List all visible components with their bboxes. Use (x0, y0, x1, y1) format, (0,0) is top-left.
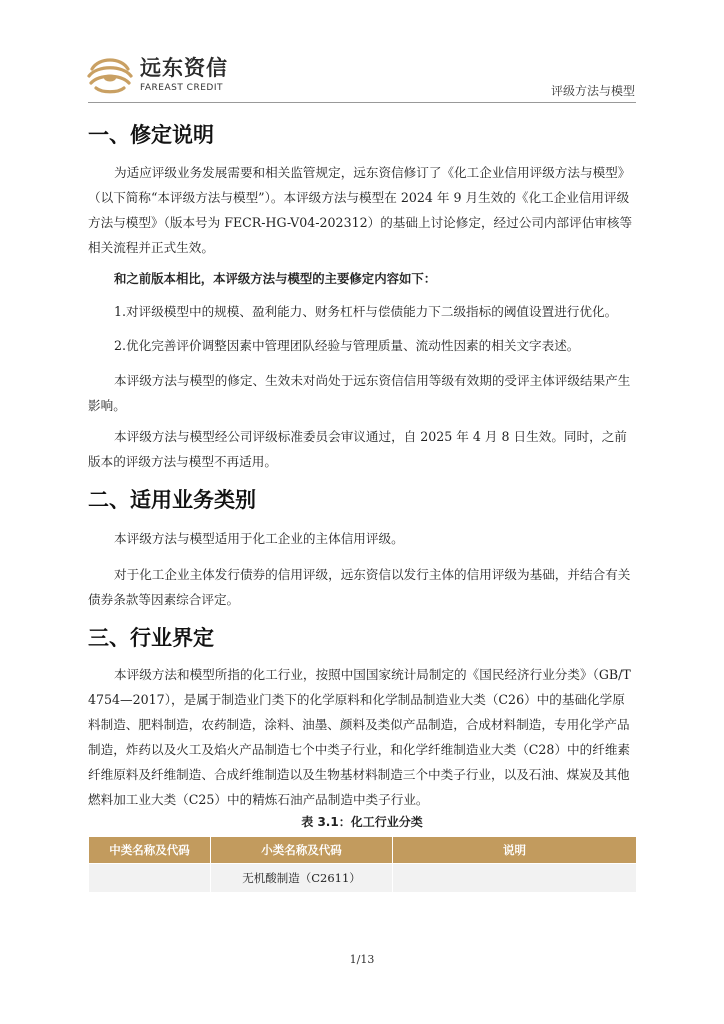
paragraph: 为适应评级业务发展需要和相关监管规定，远东资信修订了《化工企业信用评级方法与模型》（以下简称“本评级方法与模型”）。本评级方法与模型在 2024 年 9 月生效的《化工企业信用评级方法与模型》（版本号为 FECR-HG-V04-202312）的基础上讨论修定，经过公司内部评估审核等相关流程并正式生效。 (88, 165, 633, 255)
column-header: 小类名称及代码 (211, 837, 393, 864)
paragraph: 本评级方法与模型的修定、生效未对尚处于远东资信信用等级有效期的受评主体评级结果产生影响。 (88, 373, 631, 413)
document-title: 评级方法与模型 (550, 84, 635, 98)
section-heading-scope: 二、适用业务类别 (88, 488, 256, 512)
paragraph: 本评级方法与模型适用于化工企业的主体信用评级。 (114, 531, 404, 546)
table-header-row (89, 837, 637, 864)
paragraph: 对于化工企业主体发行债券的信用评级，远东资信以发行主体的信用评级为基础，并结合有关债券条款等因素综合评定。 (88, 567, 631, 607)
paragraph: 本评级方法和模型所指的化工行业，按照中国国家统计局制定的《国民经济行业分类》（GB/T 4754—2017），是属于制造业门类下的化学原料和化学制品制造业大类（C26）中的基础化学原料制造、肥料制造，农药制造，涂料、油墨、颜料及类似产品制造，合成材料制造，专用化学产品制造，炸药以及火工及焰火产品制造七个中类子行业，和化学纤维制造业大类（C28）中的纤维素纤维原料及纤维制造、合成纤维制造以及生物基材料制造三个中类子行业，以及石油、煤炭及其他燃料加工业大类（C25）中的精炼石油产品制造中类子行业。 (88, 667, 631, 807)
section-heading-revision: 一、修定说明 (88, 123, 214, 147)
paragraph-bold: 和之前版本相比，本评级方法与模型的主要修定内容如下： (114, 271, 437, 286)
table-cell: 无机酸制造（C2611） (211, 864, 393, 893)
paragraph: 本评级方法与模型经公司评级标准委员会审议通过，自 2025 年 4 月 8 日生效。同时，之前版本的评级方法与模型不再适用。 (88, 429, 627, 469)
industry-classification-table (88, 836, 637, 893)
page-number: 1/13 (349, 953, 375, 966)
column-header: 中类名称及代码 (89, 837, 211, 864)
paragraph: 2.优化完善评价调整因素中管理团队经验与管理质量、流动性因素的相关文字表述。 (114, 338, 580, 353)
table-caption: 表 3.1：化工行业分类 (301, 815, 423, 829)
table-cell (89, 864, 211, 893)
logo-en-text: FAREAST CREDIT (140, 83, 223, 93)
table-cell (393, 864, 637, 893)
column-header: 说明 (393, 837, 637, 864)
fareast-logo-icon (87, 55, 133, 95)
table-row (89, 864, 637, 893)
header-divider (88, 102, 636, 103)
section-heading-industry: 三、行业界定 (88, 626, 214, 650)
logo-cn-text: 远东资信 (140, 56, 228, 80)
page-header (0, 0, 724, 110)
paragraph: 1.对评级模型中的规模、盈利能力、财务杠杆与偿债能力下二级指标的阈值设置进行优化。 (114, 304, 618, 319)
